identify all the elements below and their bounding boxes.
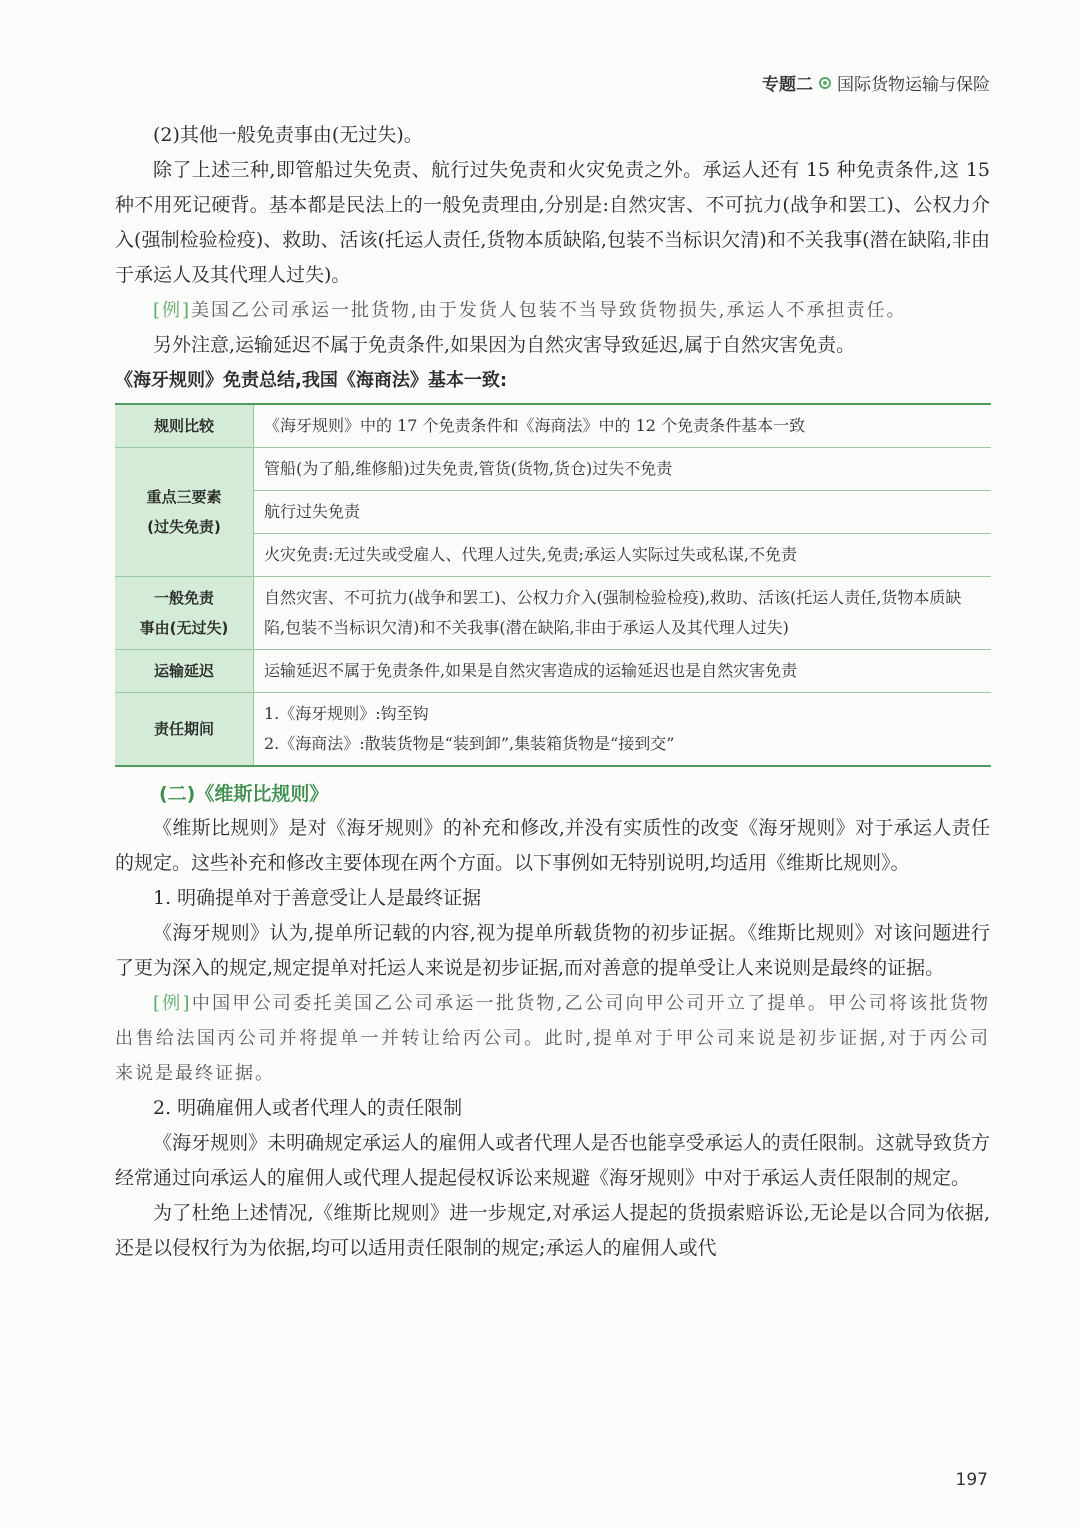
table-key-rule-compare: 规则比较 (115, 404, 254, 448)
paragraph-2: 除了上述三种,即管船过失免责、航行过失免责和火灾免责之外。承运人还有 15 种免责条件,这 15 种不用死记硬背。基本都是民法上的一般免责理由,分别是:自然灾害、不可抗力(战争和罢工)、公权力介入(强制检验检疫)、救助、活该(托运人责任,货物本质缺陷,包装不当标识欠清)和不关我事(潜在缺陷,非由于承运人及其代理人过失)。 (115, 159, 990, 286)
circle-bullet-icon (819, 77, 831, 89)
table-value: 《海牙规则》中的 17 个免责条件和《海商法》中的 12 个免责条件基本一致 (254, 404, 992, 448)
table-value: 航行过失免责 (254, 491, 992, 534)
running-header (762, 70, 990, 95)
table-row (115, 693, 991, 767)
period-line: 2.《海商法》:散装货物是“装到卸”,集装箱货物是“接到交” (264, 734, 675, 753)
table-value: 运输延迟不属于免责条件,如果是自然灾害造成的运输延迟也是自然灾害免责 (254, 650, 992, 693)
key-line: 重点三要素 (146, 488, 222, 506)
section2-paragraph-4: 为了杜绝上述情况,《维斯比规则》进一步规定,对承运人提起的货损索赔诉讼,无论是以合同为依据,还是以侵权行为为依据,均可以适用责任限制的规定;承运人的雇佣人或代 (115, 1202, 990, 1259)
section2-heading-2: 2. 明确雇佣人或者代理人的责任限制 (153, 1097, 463, 1119)
example-tag: [例] (153, 300, 192, 321)
table-key-delay: 运输延迟 (115, 650, 254, 693)
section-title: (二)《维斯比规则》 (159, 783, 329, 805)
table-key-period: 责任期间 (115, 693, 254, 767)
header-title: 国际货物运输与保险 (837, 75, 990, 95)
table-value (254, 693, 992, 767)
section2-paragraph-3: 《海牙规则》未明确规定承运人的雇佣人或者代理人是否也能享受承运人的责任限制。这就导致货方经常通过向承运人的雇佣人或代理人提起侵权诉讼来规避《海牙规则》中对于承运人责任限制的规定。 (115, 1132, 990, 1189)
table-row (115, 404, 991, 448)
example-tag: [例] (153, 993, 192, 1014)
key-line: (过失免责) (147, 518, 221, 536)
period-line: 1.《海牙规则》:钩至钩 (264, 704, 429, 723)
table-row (115, 448, 991, 491)
table-value: 管船(为了船,维修船)过失免责,管货(货物,货仓)过失不免责 (254, 448, 992, 491)
example-text: 中国甲公司委托美国乙公司承运一批货物,乙公司向甲公司开立了提单。甲公司将该批货物出售给法国丙公司并将提单一并转让给丙公司。此时,提单对于甲公司来说是初步证据,对于丙公司来说是最终证据。 (115, 993, 991, 1084)
table-row (115, 650, 991, 693)
table-key-general (115, 577, 254, 650)
key-line: 事由(无过失) (139, 619, 229, 637)
section2-heading-1: 1. 明确提单对于善意受让人是最终证据 (153, 887, 482, 909)
table-row (115, 577, 991, 650)
paragraph-1: (2)其他一般免责事由(无过失)。 (153, 124, 423, 146)
page-number: 197 (955, 1470, 988, 1490)
section2-paragraph-2: 《海牙规则》认为,提单所记载的内容,视为提单所载货物的初步证据。《维斯比规则》对该问题进行了更为深入的规定,规定提单对托运人来说是初步证据,而对善意的提单受让人来说则是最终的证据。 (115, 922, 990, 979)
table-value: 自然灾害、不可抗力(战争和罢工)、公权力介入(强制检验检疫),救助、活该(托运人责任,货物本质缺陷,包装不当标识欠清)和不关我事(潜在缺陷,非由于承运人及其代理人过失) (254, 577, 992, 650)
example-1 (115, 293, 990, 328)
table-key-three-elements (115, 448, 254, 577)
header-topic: 专题二 (762, 75, 813, 95)
key-line: 一般免责 (153, 589, 214, 607)
example-2 (115, 986, 990, 1091)
section2-paragraph-1: 《维斯比规则》是对《海牙规则》的补充和修改,并没有实质性的改变《海牙规则》对于承运人责任的规定。这些补充和修改主要体现在两个方面。以下事例如无特别说明,均适用《维斯比规则》。 (115, 817, 990, 874)
page-content (115, 118, 990, 1266)
table-title: 《海牙规则》免责总结,我国《海商法》基本一致: (115, 370, 508, 391)
summary-table (115, 403, 991, 767)
example-text: 美国乙公司承运一批货物,由于发货人包装不当导致货物损失,承运人不承担责任。 (191, 300, 907, 321)
paragraph-3: 另外注意,运输延迟不属于免责条件,如果因为自然灾害导致延迟,属于自然灾害免责。 (153, 334, 856, 356)
table-value: 火灾免责:无过失或受雇人、代理人过失,免责;承运人实际过失或私谋,不免责 (254, 534, 992, 577)
